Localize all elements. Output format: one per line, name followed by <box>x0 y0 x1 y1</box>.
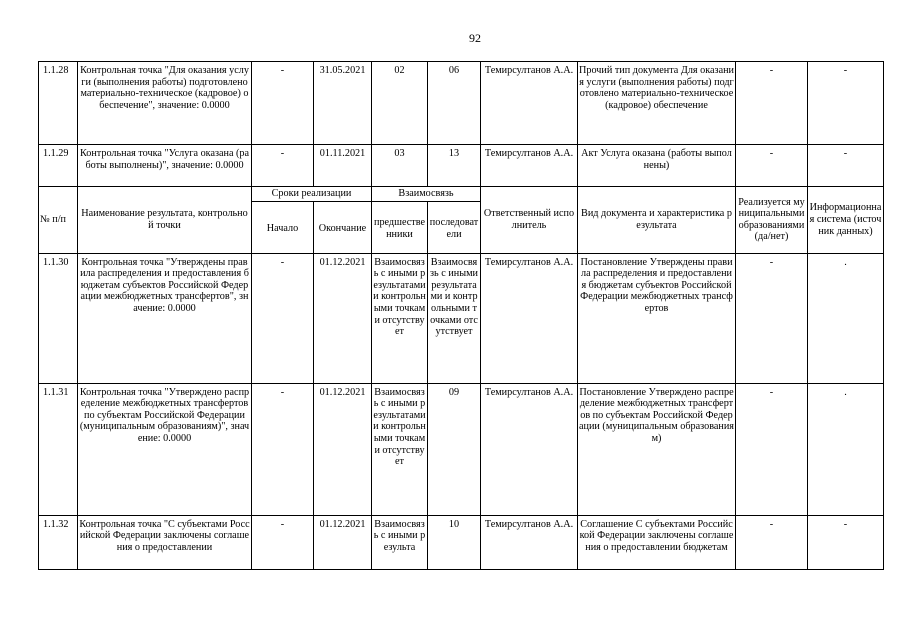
row-number: 1.1.29 <box>39 145 78 187</box>
row-number: 1.1.32 <box>39 515 78 569</box>
municipal-flag: - <box>736 145 808 187</box>
document-type: Акт Услуга оказана (работы выполнены) <box>578 145 736 187</box>
row-number: 1.1.31 <box>39 383 78 515</box>
header-end: Окончание <box>314 201 372 253</box>
predecessors: Взаимосвязь с иными результатами и контрольными точками отсутствует <box>372 253 428 383</box>
successors: 13 <box>428 145 481 187</box>
table-row <box>39 515 884 569</box>
result-name: Контрольная точка "Для оказания услуги (выполнения работы) подготовлено материально-техническое (кадровое) обеспечение", значение: 0.0000 <box>78 62 252 145</box>
successors: 06 <box>428 62 481 145</box>
successors: Взаимосвязь с иными результатами и контрольными точками отсутствует <box>428 253 481 383</box>
result-name: Контрольная точка "С субъектами Российской Федерации заключены соглашения о предоставлении <box>78 515 252 569</box>
header-relation-group: Взаимосвязь <box>372 187 481 202</box>
header-predecessors: предшественники <box>372 201 428 253</box>
end-date: 01.12.2021 <box>314 383 372 515</box>
document-type: Постановление Утверждены правила распределения и предоставления бюджетам субъектов Российской Федерации межбюджетных трансфертов <box>578 253 736 383</box>
header-responsible: Ответственный исполнитель <box>481 187 578 254</box>
row-number: 1.1.28 <box>39 62 78 145</box>
municipal-flag: - <box>736 383 808 515</box>
municipal-flag: - <box>736 515 808 569</box>
header-info-system: Информационная система (источник данных) <box>808 187 884 254</box>
predecessors: Взаимосвязь с иными результа <box>372 515 428 569</box>
header-municipal: Реализуется муниципальными образованиями (да/нет) <box>736 187 808 254</box>
document-type: Соглашение С субъектами Российской Федерации заключены соглашения о предоставлении бюджетам <box>578 515 736 569</box>
table-header-row <box>39 187 884 202</box>
result-name: Контрольная точка "Услуга оказана (работы выполнены)", значение: 0.0000 <box>78 145 252 187</box>
page-number: 92 <box>469 31 481 45</box>
table-row <box>39 145 884 187</box>
info-system: - <box>808 62 884 145</box>
predecessors: Взаимосвязь с иными результатами и контрольными точками отсутствует <box>372 383 428 515</box>
result-name: Контрольная точка "Утверждено распределение межбюджетных трансфертов по субъектам Российской Федерации (муниципальным образованиям)", значение: 0.0000 <box>78 383 252 515</box>
header-num: № п/п <box>39 187 78 254</box>
header-doc-type: Вид документа и характеристика результата <box>578 187 736 254</box>
successors: 10 <box>428 515 481 569</box>
responsible: Темирсултанов А.А. <box>481 62 578 145</box>
municipal-flag: - <box>736 253 808 383</box>
end-date: 01.12.2021 <box>314 515 372 569</box>
info-system: . <box>808 253 884 383</box>
responsible: Темирсултанов А.А. <box>481 253 578 383</box>
header-successors: последователи <box>428 201 481 253</box>
start-date: - <box>252 515 314 569</box>
document-type: Постановление Утверждено распределение межбюджетных трансфертов по субъектам Российской Федерации (муниципальным образованиям) <box>578 383 736 515</box>
table-row <box>39 62 884 145</box>
header-start: Начало <box>252 201 314 253</box>
successors: 09 <box>428 383 481 515</box>
start-date: - <box>252 253 314 383</box>
responsible: Темирсултанов А.А. <box>481 383 578 515</box>
end-date: 01.11.2021 <box>314 145 372 187</box>
header-dates-group: Сроки реализации <box>252 187 372 202</box>
table-row <box>39 253 884 383</box>
info-system: - <box>808 515 884 569</box>
result-name: Контрольная точка "Утверждены правила распределения и предоставления бюджетам субъектов Российской Федерации межбюджетных трансфертов", значение: 0.0000 <box>78 253 252 383</box>
end-date: 31.05.2021 <box>314 62 372 145</box>
predecessors: 02 <box>372 62 428 145</box>
start-date: - <box>252 62 314 145</box>
info-system: . <box>808 383 884 515</box>
responsible: Темирсултанов А.А. <box>481 515 578 569</box>
document-type: Прочий тип документа Для оказания услуги (выполнения работы) подготовлено материально-техническое (кадровое) обеспечение <box>578 62 736 145</box>
start-date: - <box>252 383 314 515</box>
header-name: Наименование результата, контрольной точки <box>78 187 252 254</box>
table-row <box>39 383 884 515</box>
predecessors: 03 <box>372 145 428 187</box>
info-system: - <box>808 145 884 187</box>
responsible: Темирсултанов А.А. <box>481 145 578 187</box>
row-number: 1.1.30 <box>39 253 78 383</box>
results-table <box>38 61 884 570</box>
end-date: 01.12.2021 <box>314 253 372 383</box>
municipal-flag: - <box>736 62 808 145</box>
start-date: - <box>252 145 314 187</box>
